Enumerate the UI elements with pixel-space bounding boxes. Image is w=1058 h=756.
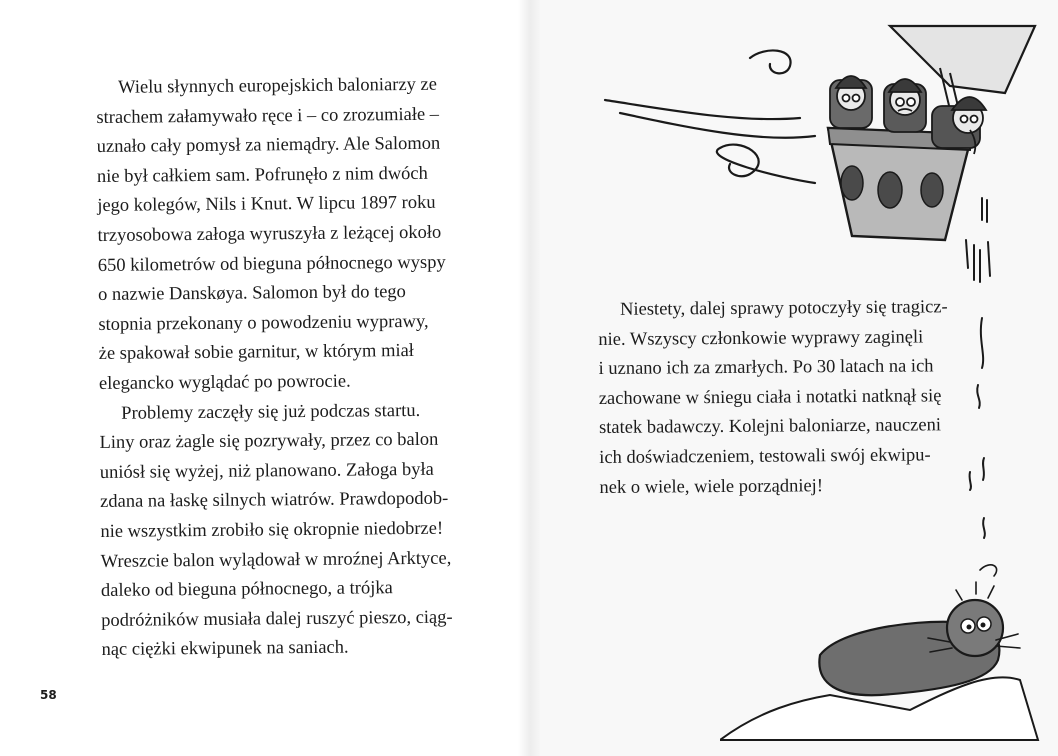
text-line: Problemy zaczęły się już podczas startu.: [121, 400, 421, 424]
text-line: statek badawczy. Kolejni baloniarze, nauczeni: [598, 415, 942, 439]
text-line: uznało cały pomysł za niemądry. Ale Salomon: [96, 133, 441, 158]
text-line: Wielu słynnych europejskich baloniarzy ze: [118, 74, 438, 98]
text-line: Niestety, dalej sprawy potoczyły się tragicz-: [620, 297, 948, 320]
book-gutter: [518, 0, 540, 756]
aeronaut-left: [830, 76, 872, 128]
text-line: że spakował sobie garnitur, w którym miał: [98, 341, 415, 365]
falling-drops-illustration: [960, 190, 1000, 550]
aeronaut-right: [932, 97, 986, 154]
right-page-text: [598, 293, 949, 503]
text-line: o nazwie Danskøya. Salomon był do tego: [98, 282, 406, 306]
text-line: i uznano ich za zmarłych. Po 30 latach na ich: [598, 356, 934, 380]
text-line: elegancko wyglądać po powrocie.: [98, 371, 351, 394]
text-line: nie był całkiem sam. Pofrunęło z nim dwóch: [96, 163, 428, 187]
text-line: nie wszystkim zrobiło się okropnie niedobrze!: [100, 518, 444, 542]
wind-swirl: [717, 145, 815, 183]
text-line: trzyosobowa załoga wyruszyła z leżącej około: [97, 222, 442, 246]
text-line: jego kolegów, Nils i Knut. W lipcu 1897 roku: [97, 193, 436, 217]
text-line: Liny oraz żagle się pozrywały, przez co balon: [99, 429, 439, 454]
seal-illustration: [720, 560, 1040, 750]
text-line: stopnia przekonany o powodzeniu wyprawy,: [98, 311, 429, 335]
wind-swirl: [750, 50, 791, 73]
text-line: zachowane w śniegu ciała i notatki natknął się: [598, 386, 942, 409]
text-line: daleko od bieguna północnego, a trójka: [100, 578, 393, 602]
text-line: 650 kilometrów od bieguna północnego wyspy: [97, 252, 446, 276]
text-line: Wreszcie balon wylądował w mroźnej Arktyce,: [100, 548, 452, 572]
page-number: 58: [40, 688, 57, 702]
text-line: ich doświadczeniem, testowali swój ekwipu-: [599, 445, 931, 468]
text-line: nąc ciężki ekwipunek na saniach.: [101, 637, 349, 661]
text-line: zdana na łaskę silnych wiatrów. Prawdopodob-: [100, 488, 449, 513]
text-line: nek o wiele, wiele porządniej!: [599, 475, 824, 498]
text-line: strachem załamywało ręce i – co zrozumiałe –: [96, 104, 440, 128]
left-page-text: [96, 71, 453, 666]
text-line: podróżników musiała dalej ruszyć pieszo, ciąg-: [101, 607, 453, 631]
text-line: nie. Wszyscy członkowie wyprawy zaginęli: [598, 327, 924, 350]
aeronaut-middle: [884, 79, 926, 132]
text-line: uniósł się wyżej, niż planowano. Załoga była: [99, 459, 434, 483]
